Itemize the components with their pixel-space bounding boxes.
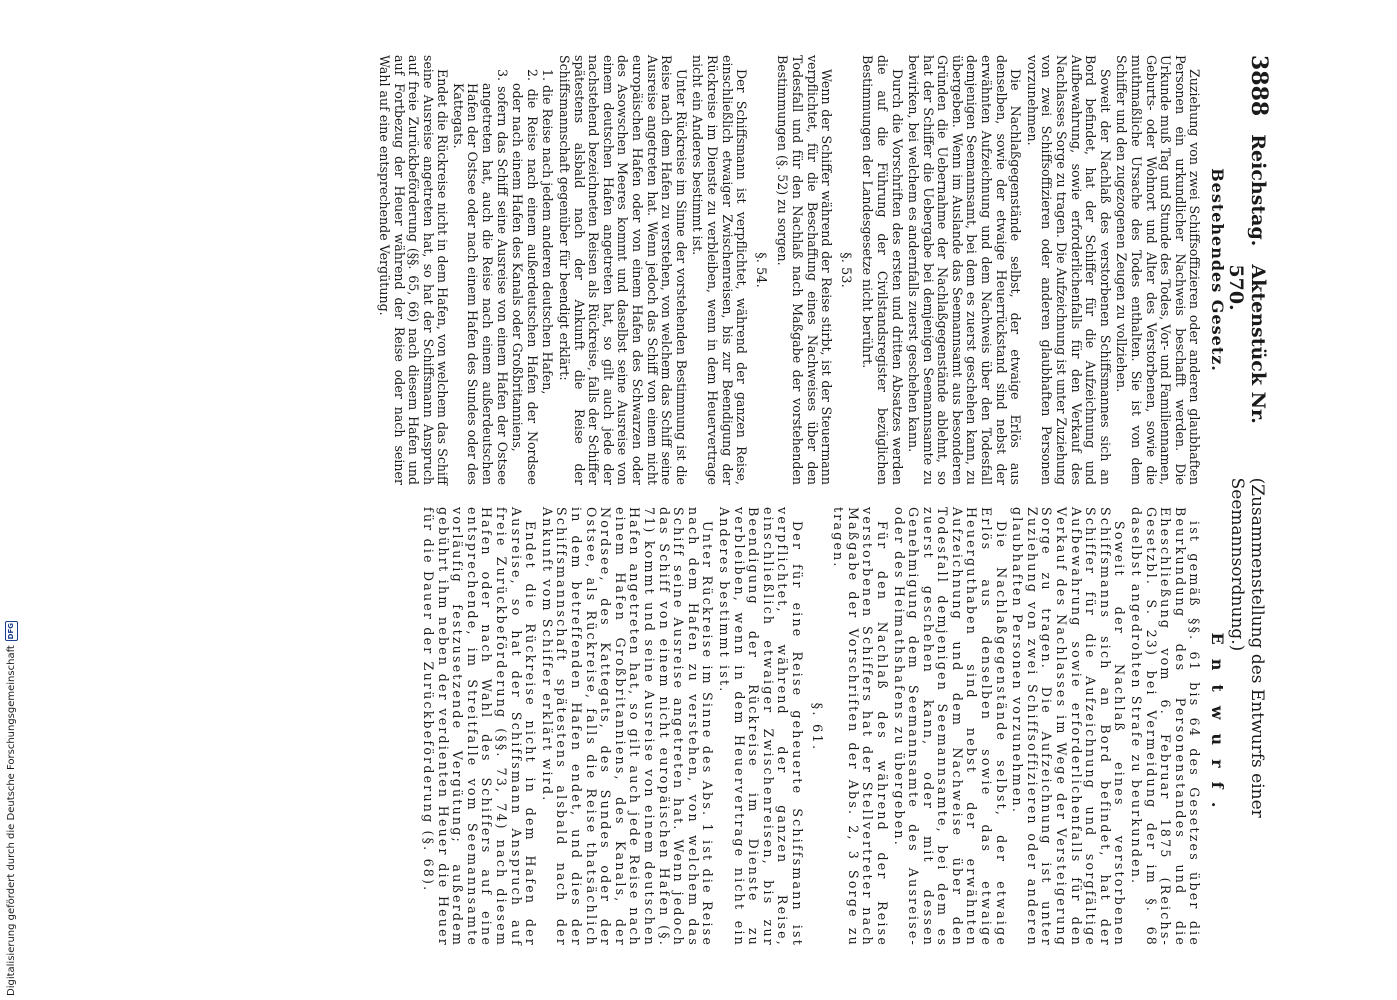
dfg-logo-icon: DFG [5, 621, 18, 641]
page-header [1225, 55, 1272, 955]
publication-name: Reichstag. [1247, 134, 1269, 247]
dfg-credit-text: Digitalisierung gefördert durch die Deutsche Forschungsgemeinschaft [5, 645, 17, 996]
document-label: Aktenstück Nr. 570. [1225, 264, 1269, 424]
rotated-page [142, 35, 1272, 965]
section-heading: §. 61. [808, 702, 824, 752]
left-column-title: Bestehendes Gesetz. [1208, 168, 1227, 372]
paragraph: Durch die Vorschriften des ersten und dritten Absatzes werden die auf die Führung der Civilstandsregister bezüglichen Bestimmungen der Landesgesetze nicht berührt. [860, 55, 905, 485]
footer-credit [4, 604, 18, 996]
list-item: 3. sofern das Schiff seine Ausreise von einem Hafen der Ostsee angetreten hat, auch die Reise nach einem außerdeutschen Hafen der Ostsee oder nach einem Hafen des Sundes oder des Kattegats. [450, 69, 510, 485]
right-column-body [421, 507, 1202, 947]
paragraph: Zuziehung von zwei Schiffsoffizieren oder anderen glaubhaften Personen ein urkundlicher Nachweis beschafft werden. Die Urkunde muß Tag und Stunde des Todes, Vor- und Familiennamen, Geburts- oder Wohnort und Alter des Verstorbenen, sowie die muthmaßliche Ursache des Todes enthalten. Sie ist von dem Schiffer und den zugezogenen Zeugen zu vollziehen. [1114, 55, 1203, 485]
paragraph: Endet die Rückreise nicht in dem Hafen, von welchem das Schiff seine Ausreise angetreten hat, so hat der Schiffsmann Anspruch auf freie Zurückbeförderung (§§. 65, 66) nach diesem Hafen und auf Fortbezug der Heuer während der Reise oder nach seiner Wahl auf eine entsprechende Vergütung. [376, 55, 451, 485]
paragraph: Soweit der Nachlaß eines verstorbenen Schiffsmanns sich an Bord befindet, hat der Schiffer für die Aufzeichnung und sorgfältige Aufbewahrung sowie erforderlichenfalls für den Verkauf des Nachlasses im Wege der Versteigerung Sorge zu tragen. Die Aufzeichnung ist unter Zuziehung von zwei Schiffsoffizieren oder anderen glaubhaften Personen vorzunehmen. [1010, 507, 1128, 947]
left-column-body [376, 55, 1201, 485]
right-column-title: Entwurf. [1208, 632, 1227, 822]
paragraph: Der Schiffsmann ist verpflichtet, während der ganzen Reise, einschließlich etwaiger Zwischenreisen, bis zur Beendigung der Rückreise im Dienste zu verbleiben, wenn in dem Heuervertrage nicht ein Anderes bestimmt ist. [690, 55, 750, 485]
page-number: 3888 [1246, 55, 1272, 117]
left-column-existing-law [374, 55, 1227, 485]
list-item: 1. die Reise nach jedem anderen deutschen Hafen, [540, 69, 556, 395]
paragraph: Der für eine Reise geheuerte Schiffsmann ist verpflichtet, während der ganzen Reise, einschließlich etwaiger Zwischenreisen, bis zur Beendigung der Rückreise im Dienste zu verbleiben, wenn in dem Heuervertrage nicht ein Anderes bestimmt ist. [717, 507, 805, 947]
paragraph: Die Nachlaßgegenstände selbst, der etwaige Erlös aus denselben, sowie der etwaige Heuerrückstand sind nebst der erwähnten Aufzeichnung und dem Nachweis über den Todesfall demjenigen Seemannsamt, bei dem es zuerst geschehen kann, zu übergeben. Wenn im Auslande das Seemannsamt aus besonderen Gründen die Uebernahme der Nachlaßgegenstände ablehnt, so hat der Schiffer die Uebergabe bei demjenigen Seemannsamte zu bewirken, bei welchem es andernfalls zuerst geschehen kann. [906, 55, 1024, 485]
section-heading: §. 54. [752, 252, 768, 288]
paragraph: Unter Rückreise im Sinne des Abs. 1 ist die Reise nach dem Hafen zu verstehen, von welchem das Schiff seine Ausreise angetreten hat. Wenn jedoch das Schiff von einem nicht europäischen Hafen (§. 71) kommt und seine Ausreise von einem deutschen Hafen angetreten hat, so gilt auch jede Reise nach einem Hafen Großbritanniens, des Kanals, der Nordsee, des Kattegats, des Sundes oder der Ostsee, als Rückreise, falls die Reise thatsächlich in dem betreffenden Hafen endet, und dies der Schiffsmannschaft spätestens alsbald nach der Ankunft vom Schiffer erklärt wird. [539, 507, 716, 947]
paragraph: Endet die Rückreise nicht in dem Hafen der Ausreise, so hat der Schiffsmann Anspruch auf freie Zurückbeförderung (§§. 73, 74) nach diesem Hafen oder nach Wahl des Schiffers auf eine entsprechende, im Streitfalle vom Seemannsamte vorläufig festzusetzende Vergütung; außerdem gebührt ihm neben der verdienten Heuer die Heuer für die Dauer der Zurückbeförderung (§. 68). [421, 507, 539, 947]
paragraph: Die Nachlaßgegenstände selbst, der etwaige Erlös aus denselben sowie das etwaige Heuerguthaben sind nebst der erwähnten Aufzeichnung und dem Nachweise über den Todesfall demjenigen Seemannsamte, bei dem es zuerst geschehen kann, oder mit dessen Genehmigung dem Seemannsamte des Ausreise- oder des Heimathshafens zu übergeben. [891, 507, 1009, 947]
paragraph: Soweit der Nachlaß des verstorbenen Schiffsmannes sich an Bord befindet, hat der Schiffer für die Aufzeichnung und Aufbewahrung, sowie erforderlichenfalls für den Verkauf des Nachlasses Sorge zu tragen. Die Aufzeichnung ist unter Zuziehung von zwei Schiffsoffizieren oder anderen glaubhaften Personen vorzunehmen. [1024, 55, 1113, 485]
paragraph: Wenn der Schiffer während der Reise stirbt, ist der Steuermann verpflichtet, für die Beschaffung eines Nachweises über den Todesfall und für den Nachlaß nach Maßgabe der vorstehenden Bestimmungen (§. 52) zu sorgen. [775, 55, 835, 485]
list-item: 2. die Reise nach einem außerdeutschen Hafen der Nordsee oder nach einem Hafen des Kanals oder Großbritanniens, [510, 69, 540, 485]
right-column-draft [419, 507, 1227, 947]
document-subtitle: (Zusammenstellung des Entwurfs einer Seemannsordnung.) [1227, 477, 1267, 818]
paragraph: Unter Rückreise im Sinne der vorstehenden Bestimmung ist die Reise nach dem Hafen zu verstehen, von welchem das Schiff seine Ausreise angetreten hat. Wenn jedoch das Schiff von einem nicht europäischen Hafen oder von einem Hafen des Schwarzen oder des Asowschen Meeres kommt und daselbst seine Ausreise von einem deutschen Hafen angetreten hat, so gilt auch jede der nachstehend bezeichneten Reisen als Rückreise, falls der Schiffer spätestens alsbald nach der Ankunft die Reise der Schiffsmannschaft gegenüber für beendigt erklärt: [557, 55, 689, 485]
paragraph: ist gemäß §§. 61 bis 64 des Gesetzes über die Beurkundung des Personenstandes und die Eheschließung vom 6. Februar 1875 (Reichs-Gesetzbl. S. 23) bei Vermeidung der im §. 68 daselbst angedrohten Strafe zu beurkunden. [1129, 507, 1203, 947]
paragraph: Für den Nachlaß des während der Reise verstorbenen Schiffers hat der Stellvertreter nach Maßgabe der Vorschriften der Abs. 2, 3 Sorge zu tragen. [831, 507, 890, 947]
section-heading: §. 53. [837, 252, 853, 288]
